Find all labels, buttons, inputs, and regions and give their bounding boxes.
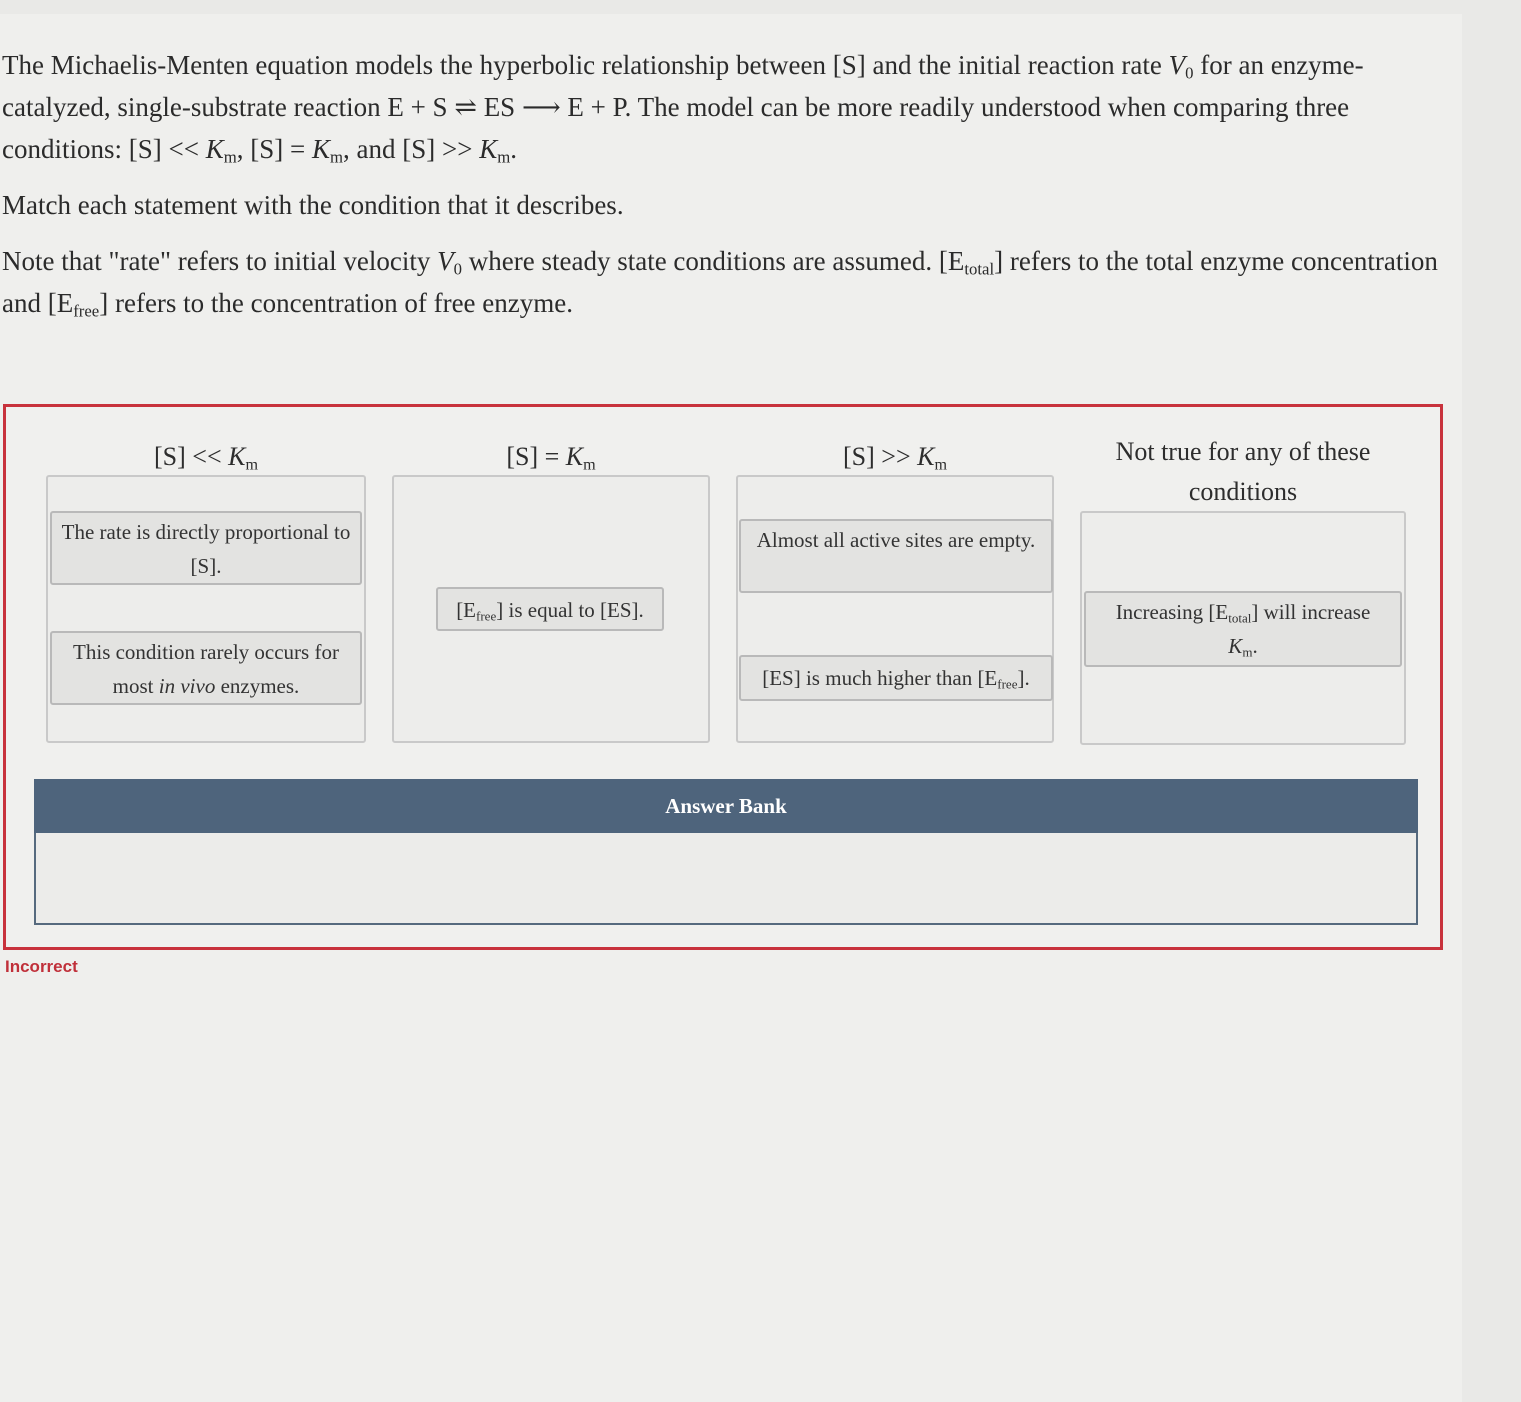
- answer-card-efree-equals-es[interactable]: $[E_{free}]$ is equal to [ES].: [436, 587, 664, 631]
- answer-card-increase-etotal[interactable]: Increasing $[E_{total}]$ will increase $K_m$.: [1084, 591, 1402, 667]
- answer-card-rate-proportional[interactable]: The rate is directly proportional to [S].: [50, 511, 362, 585]
- matching-area: [3, 404, 1443, 950]
- column-header-none: Not true for any of these conditions: [1115, 437, 1371, 506]
- drop-zone-equal-substrate[interactable]: [392, 475, 710, 743]
- answer-bank-header: Answer Bank: [34, 779, 1418, 833]
- page: [0, 14, 1462, 1402]
- answer-card-rarely-occurs[interactable]: This condition rarely occurs for most in vivo enzymes.: [50, 631, 362, 705]
- answer-card-es-higher-than-efree[interactable]: [ES] is much higher than $[E_{free}]$.: [739, 655, 1053, 701]
- drop-zone-high-substrate[interactable]: [736, 475, 1054, 743]
- answer-card-active-sites-empty[interactable]: Almost all active sites are empty.: [739, 519, 1053, 593]
- question-paragraph-1: The Michaelis-Menten equation models the hyperbolic relationship between [S] and the initial reaction rate $V_0$ for an enzyme-catalyzed, single-substrate reaction E + S ⇌ ES ⟶ E + P. The model can be more readily understood when comparing three conditions: $[S] << K_m$, $[S] = K_m$, and $[S] >> K_m$.: [2, 50, 1364, 167]
- answer-bank-drop-area[interactable]: [34, 833, 1418, 925]
- drop-zone-none[interactable]: [1080, 511, 1406, 745]
- status-incorrect: Incorrect: [5, 957, 78, 976]
- drop-zone-low-substrate[interactable]: [46, 475, 366, 743]
- question-paragraph-2: Match each statement with the condition that it describes.: [2, 190, 624, 220]
- column-header-equal-substrate: $[S] = K_m$: [506, 442, 596, 474]
- question-intro: [2, 44, 1442, 170]
- question-paragraph-3: Note that "rate" refers to initial velocity $V_0$ where steady state conditions are assumed. $[E_{total}]$ refers to the total enzyme concentration and $[E_{free}]$ refers to the concentration of free enzyme.: [2, 246, 1438, 321]
- column-header-high-substrate: $[S] >> K_m$: [843, 442, 947, 474]
- column-header-low-substrate: $[S] << K_m$: [154, 442, 258, 474]
